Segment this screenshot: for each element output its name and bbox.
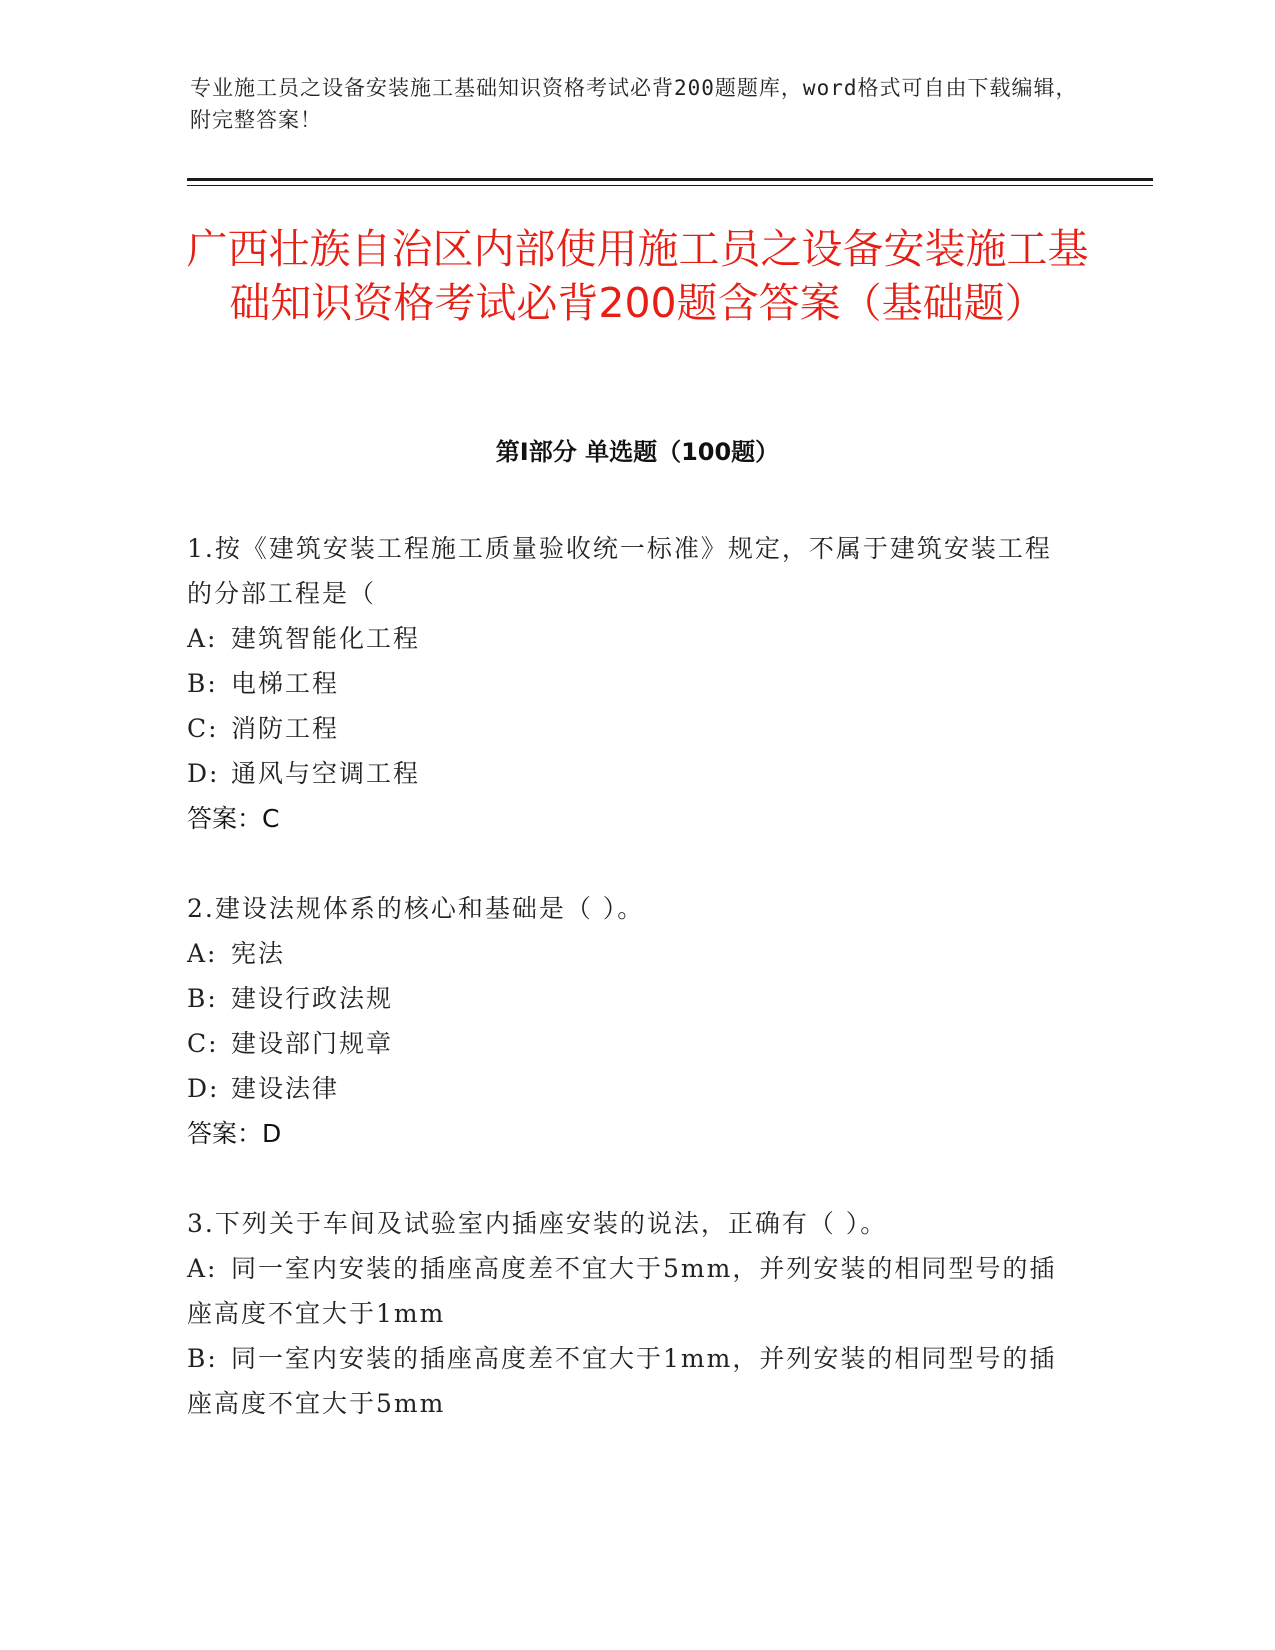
option-text: 电梯工程 bbox=[231, 669, 340, 698]
option-text: 消防工程 bbox=[231, 714, 340, 743]
header-divider bbox=[187, 178, 1153, 186]
option-c bbox=[187, 706, 1077, 751]
option-text: 宪法 bbox=[231, 939, 286, 968]
answer-line: 答案：D bbox=[187, 1119, 282, 1148]
option-letter: B: bbox=[187, 1344, 218, 1373]
question-text: 1.按《建筑安装工程施工质量验收统一标准》规定，不属于建筑安装工程的分部工程是（ bbox=[187, 534, 1052, 608]
question-text: 3.下列关于车间及试验室内插座安装的说法，正确有（ ）。 bbox=[187, 1209, 888, 1238]
option-a bbox=[187, 616, 1077, 661]
option-text: 建设法律 bbox=[231, 1074, 340, 1103]
document-title: 广西壮族自治区内部使用施工员之设备安装施工基础知识资格考试必背200题含答案（基础题） bbox=[186, 225, 1089, 327]
question-item bbox=[187, 526, 1077, 841]
question-item bbox=[187, 886, 1077, 1156]
option-letter: C: bbox=[187, 714, 219, 743]
option-letter: A: bbox=[187, 624, 218, 653]
option-text: 同一室内安装的插座高度差不宜大于5mm，并列安装的相同型号的插座高度不宜大于1mm bbox=[187, 1254, 1057, 1328]
option-letter: D: bbox=[187, 1074, 220, 1103]
section-heading: 第Ⅰ部分 单选题（100题） bbox=[495, 438, 780, 466]
option-letter: A: bbox=[187, 1254, 218, 1283]
option-letter: D: bbox=[187, 759, 220, 788]
option-c bbox=[187, 1021, 1077, 1066]
option-letter: A: bbox=[187, 939, 218, 968]
option-d bbox=[187, 751, 1077, 796]
option-letter: B: bbox=[187, 669, 218, 698]
divider-thick-line bbox=[187, 178, 1153, 181]
option-text: 建设部门规章 bbox=[231, 1029, 394, 1058]
question-list bbox=[187, 526, 1077, 1471]
option-letter: C: bbox=[187, 1029, 219, 1058]
option-text: 同一室内安装的插座高度差不宜大于1mm，并列安装的相同型号的插座高度不宜大于5mm bbox=[187, 1344, 1057, 1418]
option-text: 通风与空调工程 bbox=[231, 759, 421, 788]
option-text: 建筑智能化工程 bbox=[231, 624, 421, 653]
option-d bbox=[187, 1066, 1077, 1111]
option-b bbox=[187, 661, 1077, 706]
option-a bbox=[187, 931, 1077, 976]
option-a bbox=[187, 1246, 1077, 1336]
question-text: 2.建设法规体系的核心和基础是（ ）。 bbox=[187, 894, 645, 923]
option-b bbox=[187, 1336, 1077, 1426]
answer-line: 答案：C bbox=[187, 804, 280, 833]
header-note: 专业施工员之设备安装施工基础知识资格考试必背200题题库，word格式可自由下载编辑，附完整答案！ bbox=[190, 76, 1078, 132]
option-text: 建设行政法规 bbox=[231, 984, 394, 1013]
divider-thin-line bbox=[187, 185, 1153, 186]
option-letter: B: bbox=[187, 984, 218, 1013]
option-b bbox=[187, 976, 1077, 1021]
question-item bbox=[187, 1201, 1077, 1426]
